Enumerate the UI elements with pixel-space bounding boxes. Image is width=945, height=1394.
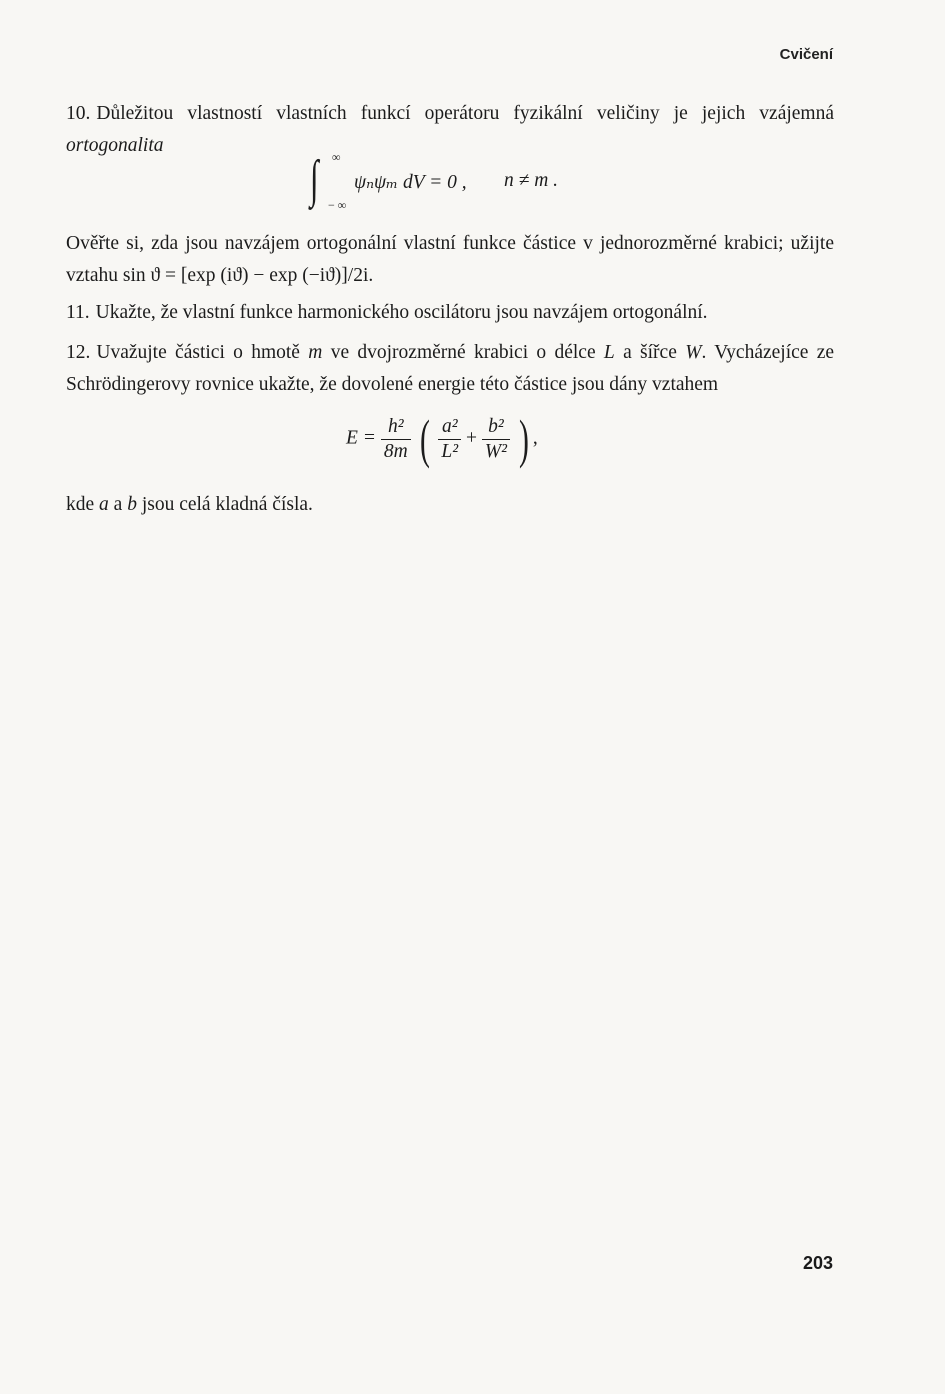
frac1-numerator: h² (381, 415, 411, 440)
exercise-12-closing (66, 489, 834, 521)
formula-lhs: E = (346, 427, 376, 449)
plus-sign: + (465, 427, 477, 449)
closing-text-b: a (113, 494, 123, 515)
exercise-12-text-c: a šířce (623, 342, 677, 363)
integral-lower-limit: − ∞ (328, 198, 347, 212)
energy-formula (346, 409, 538, 469)
closing-text-a: kde (66, 494, 95, 515)
orthogonality-integral (310, 150, 610, 216)
exercise-11-paragraph (66, 297, 834, 329)
frac1-denominator: 8m (383, 440, 408, 462)
open-paren: ( (419, 409, 430, 469)
var-m: m (308, 342, 323, 363)
exercise-12-number: 12. (66, 342, 91, 363)
exercise-10-number: 10. (66, 103, 91, 124)
fraction-a2-L2 (438, 415, 461, 464)
var-L: L (603, 342, 615, 363)
closing-text-c: jsou celá kladná čísla. (141, 494, 313, 515)
integral-upper-limit: ∞ (332, 150, 341, 164)
formula-trailing-comma: , (532, 427, 538, 449)
frac3-numerator: b² (482, 415, 510, 440)
exercise-11-text: Ukažte, že vlastní funkce harmonického oscilátoru jsou navzájem ortogonální. (95, 302, 708, 323)
exercise-10-followup: Ověřte si, zda jsou navzájem ortogonální vlastní funkce částice v jednorozměrné krabici; užijte vztahu sin ϑ = [exp (iϑ) − exp (−iϑ)]/2i. (66, 233, 834, 286)
exercise-12-text-a: Uvažujte částici o hmotě (96, 342, 300, 363)
exercise-12-text-d: . Vycházejíce ze Schrödingerovy rovnice ukažte, že dovolené energie této částice jsou dány vztahem (66, 342, 835, 395)
frac2-denominator: L² (441, 440, 459, 462)
exercise-10-term: ortogonalita (66, 135, 164, 156)
exercise-10-text: Důležitou vlastností vlastních funkcí operátoru fyzikální veličiny je jejich vzájemná (96, 103, 834, 124)
exercise-12-paragraph (66, 337, 834, 401)
integral-integrand: ψₙψₘ dV = 0 , (354, 172, 467, 193)
fraction-h2-8m (381, 415, 411, 464)
close-paren: ) (518, 409, 529, 469)
var-b: b (127, 494, 137, 515)
integral-condition: n ≠ m . (504, 170, 559, 191)
fraction-b2-W2 (482, 415, 510, 464)
page-number: 203 (802, 1253, 833, 1273)
frac3-denominator: W² (484, 440, 507, 462)
var-a: a (99, 494, 109, 515)
exercise-12-text-b: ve dvojrozměrné krabici o délce (330, 342, 596, 363)
frac2-numerator: a² (438, 415, 461, 440)
var-W: W (685, 342, 702, 363)
running-header: Cvičení (779, 46, 833, 63)
exercise-11-number: 11. (66, 302, 90, 323)
integral-sign: ∫ (310, 151, 319, 208)
exercise-10-paragraph (66, 98, 834, 162)
